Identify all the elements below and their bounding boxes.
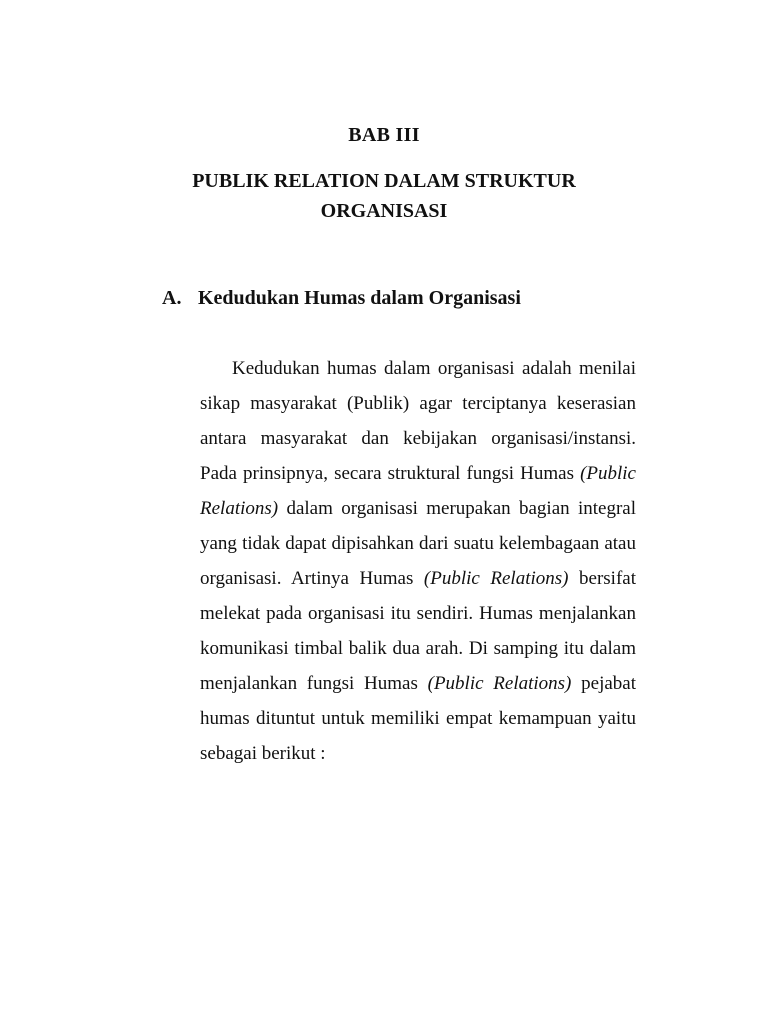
section-heading-text: Kedudukan Humas dalam Organisasi bbox=[198, 287, 521, 309]
paragraph-text-4: pejabat humas dituntut untuk memiliki empat kemampuan yaitu sebagai berikut : bbox=[200, 673, 636, 764]
chapter-title-line-1: PUBLIK RELATION DALAM STRUKTUR bbox=[192, 170, 576, 192]
body-paragraph bbox=[200, 351, 636, 771]
chapter-number: BAB III bbox=[348, 124, 420, 146]
paragraph-text-3: bersifat melekat pada organisasi itu sendiri. Humas menjalankan komunikasi timbal balik dua arah. Di samping itu dalam menjalankan fungsi Humas bbox=[200, 568, 637, 694]
paragraph-italic-term-3: (Public Relations) bbox=[427, 673, 572, 694]
chapter-title bbox=[150, 166, 618, 226]
section-heading bbox=[162, 284, 642, 312]
paragraph-text-2: dalam organisasi merupakan bagian integral yang tidak dapat dipisahkan dari suatu kelembagaan atau organisasi. Artinya Humas bbox=[200, 498, 636, 589]
paragraph-text-1: Kedudukan humas dalam organisasi adalah menilai sikap masyarakat (Publik) agar terciptanya keserasian antara masyarakat dan kebijakan organisasi/instansi. Pada prinsipnya, secara struktural fungsi Humas bbox=[200, 358, 636, 484]
paragraph-italic-term-2: (Public Relations) bbox=[423, 568, 569, 589]
section-label: A. bbox=[162, 287, 182, 309]
chapter-title-line-2: ORGANISASI bbox=[320, 200, 448, 222]
paragraph-italic-term-1: (Public Relations) bbox=[200, 463, 636, 519]
